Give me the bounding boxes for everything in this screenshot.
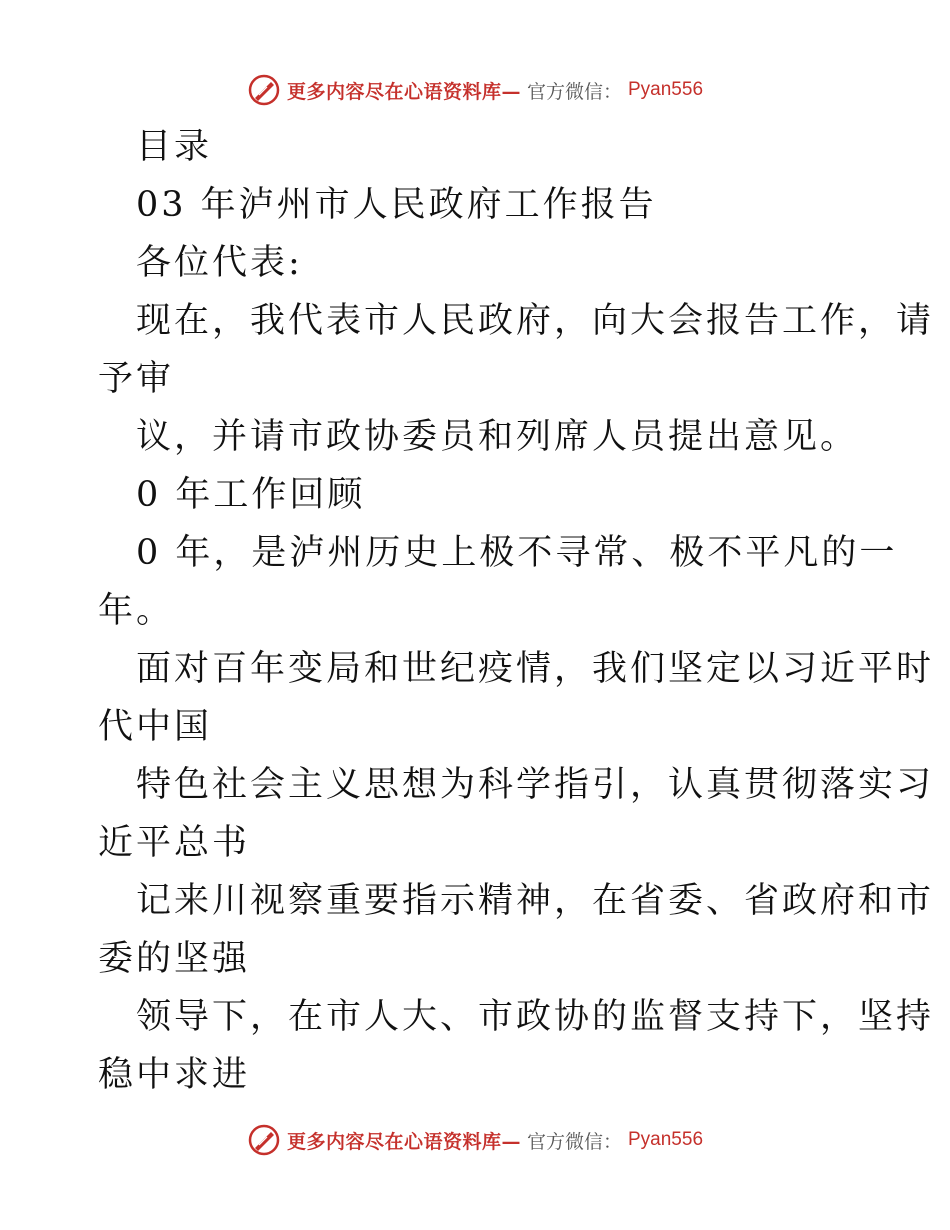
doc-line: 近平总书 (98, 823, 251, 863)
doc-line: 予审 (98, 359, 175, 399)
doc-line: 特色社会主义思想为科学指引，认真贯彻落实习 (136, 765, 935, 805)
doc-line: 议，并请市政协委员和列席人员提出意见。 (136, 417, 859, 457)
quill-logo-icon (247, 73, 281, 107)
document-body (98, 118, 935, 1104)
doc-line: 03 年泸州市人民政府工作报告 (136, 185, 657, 225)
banner-wechat-id: Pyan556 (628, 1129, 704, 1150)
footer-banner (0, 1120, 950, 1160)
doc-line: 稳中求进 (98, 1055, 251, 1095)
banner-wechat-label: 官方微信： (526, 1130, 622, 1153)
doc-line: 记来川视察重要指示精神，在省委、省政府和市 (136, 881, 935, 921)
doc-line: 0 年，是泸州历史上极不寻常、极不平凡的一 (136, 533, 898, 573)
banner-wechat-id: Pyan556 (628, 79, 704, 100)
banner-wechat-label: 官方微信： (526, 80, 622, 103)
doc-line: 委的坚强 (98, 939, 251, 979)
banner-text: 更多内容尽在心语资料库— (286, 80, 521, 103)
doc-line: 代中国 (98, 707, 213, 747)
banner-text: 更多内容尽在心语资料库— (286, 1130, 521, 1153)
quill-logo-icon (247, 1123, 281, 1157)
doc-line: 现在，我代表市人民政府，向大会报告工作，请 (136, 301, 935, 341)
doc-line: 目录 (136, 127, 213, 167)
doc-line: 各位代表: (136, 243, 303, 283)
doc-line: 领导下，在市人大、市政协的监督支持下，坚持 (136, 997, 935, 1037)
doc-line: 年。 (98, 591, 175, 631)
header-banner (0, 70, 950, 110)
doc-line: 面对百年变局和世纪疫情，我们坚定以习近平时 (136, 649, 935, 689)
doc-line: 0 年工作回顾 (136, 475, 366, 515)
